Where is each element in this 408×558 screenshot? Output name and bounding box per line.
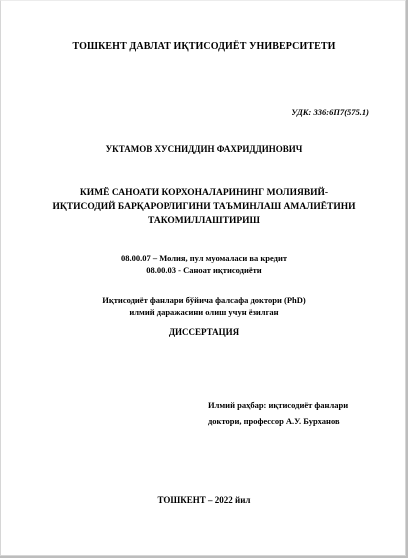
degree-line-2: илмий даражасини олиш учун ёзилган (129, 307, 279, 317)
dissertation-title-line-3: ТАКОМИЛЛАШТИРИШ (148, 216, 260, 226)
dissertation-title-line-2: ИҚТИСОДИЙ БАРҚАРОРЛИГИНИ ТАЪМИНЛАШ АМАЛИЁТИНИ (52, 202, 356, 212)
degree-line-1: Иқтисодиёт фанлари бўйича фалсафа доктори (PhD) (102, 295, 306, 305)
specialty-line-2: 08.00.03 - Саноат иқтисодиёти (146, 265, 262, 275)
udk-code: УДК: 336:6П7(575.1) (291, 107, 369, 117)
place-year: ТОШКЕНТ – 2022 йил (157, 495, 251, 505)
specialty-line-1: 08.00.07 – Молия, пул муомаласи ва кредит (120, 253, 288, 263)
university-name: ТОШКЕНТ ДАВЛАТ ИҚТИСОДИЁТ УНИВЕРСИТЕТИ (72, 41, 336, 52)
supervisor-line-2: доктори, профессор А.У. Бурханов (208, 416, 340, 426)
supervisor-line-1: Илмий раҳбар: иқтисодиёт фанлари (208, 400, 349, 410)
dissertation-title-line-1: КИМЁ САНОАТИ КОРХОНАЛАРИНИНГ МОЛИЯВИЙ- (79, 188, 329, 198)
document-type: ДИССЕРТАЦИЯ (168, 327, 240, 337)
author-name: УКТАМОВ ХУСНИДДИН ФАХРИДДИНОВИЧ (105, 144, 303, 154)
